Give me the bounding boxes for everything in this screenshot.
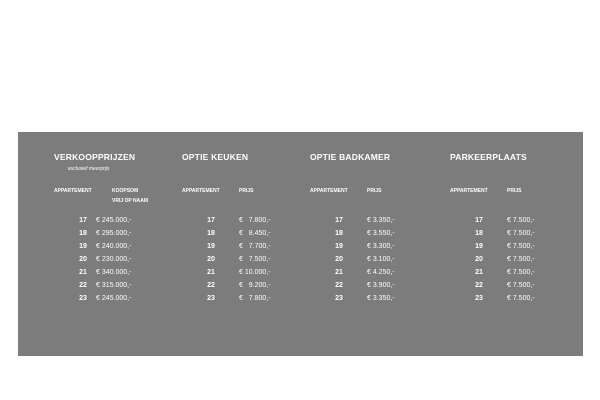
price-value: € 7.500,-: [507, 282, 535, 289]
apartment-number: 17: [79, 217, 87, 224]
price-value: € 230.000,-: [96, 256, 132, 263]
column-header-appartement: APPARTEMENT: [182, 188, 220, 194]
section-subtitle: exclusief meerprijs: [68, 166, 110, 172]
apartment-number: 19: [335, 243, 343, 250]
apartment-number: 20: [335, 256, 343, 263]
section-verkoopprijzen: [54, 132, 174, 356]
price-value: € 4.250,-: [367, 269, 395, 276]
apartment-number: 23: [207, 295, 215, 302]
price-value: € 3.550,-: [367, 230, 395, 237]
price-panel: [18, 132, 583, 356]
section-title: VERKOOPPRIJZEN: [54, 152, 136, 162]
price-value: € 7.500,-: [239, 256, 271, 263]
apartment-number: 17: [475, 217, 483, 224]
apartment-number: 21: [207, 269, 215, 276]
apartment-number: 21: [79, 269, 87, 276]
apartment-number: 18: [475, 230, 483, 237]
price-value: € 7.800,-: [239, 217, 271, 224]
apartment-number: 23: [335, 295, 343, 302]
price-value: € 245.000,-: [96, 217, 132, 224]
price-value: € 3.350,-: [367, 217, 395, 224]
column-header-line: KOOPSOM: [112, 188, 139, 194]
section-title: PARKEERPLAATS: [450, 152, 527, 162]
apartment-number: 21: [475, 269, 483, 276]
price-value: € 340.000,-: [96, 269, 132, 276]
price-value: € 7.500,-: [507, 269, 535, 276]
price-value: € 240.000,-: [96, 243, 132, 250]
apartment-number: 17: [335, 217, 343, 224]
price-value: € 3.900,-: [367, 282, 395, 289]
price-value: € 3.350,-: [367, 295, 395, 302]
price-value: € 7.500,-: [507, 256, 535, 263]
price-value: € 8.450,-: [239, 230, 271, 237]
price-value: € 3.100,-: [367, 256, 395, 263]
apartment-number: 22: [475, 282, 483, 289]
apartment-number: 18: [207, 230, 215, 237]
section-title: OPTIE BADKAMER: [310, 152, 391, 162]
apartment-number: 21: [335, 269, 343, 276]
price-value: € 7.700,-: [239, 243, 271, 250]
price-value: € 315.000,-: [96, 282, 132, 289]
apartment-number: 22: [79, 282, 87, 289]
price-value: € 7.500,-: [507, 230, 535, 237]
column-header-prijs: PRIJS: [367, 188, 382, 194]
column-header-prijs: PRIJS: [239, 188, 254, 194]
apartment-number: 19: [79, 243, 87, 250]
price-value: € 10.000,-: [239, 269, 271, 276]
apartment-number: 17: [207, 217, 215, 224]
apartment-number: 19: [475, 243, 483, 250]
price-value: € 245.000,-: [96, 295, 132, 302]
apartment-number: 22: [207, 282, 215, 289]
price-value: € 7.500,-: [507, 217, 535, 224]
column-header-appartement: APPARTEMENT: [310, 188, 348, 194]
apartment-number: 19: [207, 243, 215, 250]
price-value: € 9.200,-: [239, 282, 271, 289]
price-value: € 295.000,-: [96, 230, 132, 237]
apartment-number: 22: [335, 282, 343, 289]
column-header-prijs: PRIJS: [507, 188, 522, 194]
column-header-appartement: APPARTEMENT: [54, 188, 92, 194]
section-optie-badkamer: [310, 132, 430, 356]
apartment-number: 20: [207, 256, 215, 263]
apartment-number: 20: [79, 256, 87, 263]
apartment-number: 23: [79, 295, 87, 302]
column-header-appartement: APPARTEMENT: [450, 188, 488, 194]
price-value: € 7.500,-: [507, 243, 535, 250]
apartment-number: 20: [475, 256, 483, 263]
apartment-number: 18: [335, 230, 343, 237]
apartment-number: 23: [475, 295, 483, 302]
section-parkeerplaats: [450, 132, 570, 356]
section-optie-keuken: [182, 132, 302, 356]
section-title: OPTIE KEUKEN: [182, 152, 249, 162]
column-header-koopsom: [112, 186, 148, 206]
price-value: € 3.300,-: [367, 243, 395, 250]
price-value: € 7.500,-: [507, 295, 535, 302]
price-value: € 7.800,-: [239, 295, 271, 302]
apartment-number: 18: [79, 230, 87, 237]
column-header-line: VRIJ OP NAAM: [112, 198, 149, 204]
